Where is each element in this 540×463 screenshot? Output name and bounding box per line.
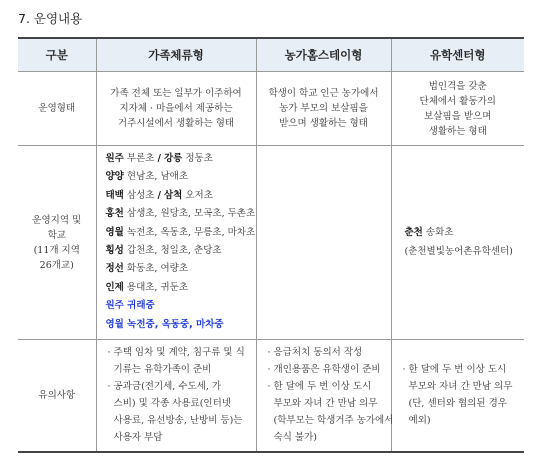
cell-region-center <box>391 146 524 340</box>
text-line: 학교 <box>47 229 66 241</box>
region-line <box>106 168 255 186</box>
region-schools: 녹전초, 옥동초, 무릉초, 마차초 <box>126 226 256 238</box>
text-line: 가족 전체 또는 일부가 이주하여 <box>110 88 242 99</box>
cell-notes-homestay <box>256 340 394 452</box>
cell-region-family <box>96 146 256 340</box>
region-schools: 화동초, 여량초 <box>126 263 188 275</box>
note-line: 사용료, 유선방송, 난방비 등)는 <box>107 415 243 427</box>
region-line-highlight <box>106 297 255 315</box>
text-line: 보살핌을 받으며 <box>424 110 492 122</box>
cell-notes-center <box>391 340 524 452</box>
header-family-stay: 가족체류형 <box>96 38 256 72</box>
region-city: 삼척 <box>163 189 183 201</box>
region-line <box>106 242 255 260</box>
row-label-region <box>18 146 96 340</box>
region-line <box>106 279 255 297</box>
row-operation <box>18 72 524 146</box>
text-line: 법인격을 갖춘 <box>428 80 487 92</box>
header-row <box>18 38 524 72</box>
text-line: 농가 부모의 보살핌을 <box>279 103 368 114</box>
region-city: 횡성 <box>105 245 124 257</box>
text-line: 생활하는 형태 <box>428 125 487 137</box>
header-farm-homestay: 농가홈스테이형 <box>256 38 391 72</box>
center-school-line <box>405 224 524 242</box>
text-line: 운영지역 및 <box>32 214 82 226</box>
region-city: 영월 <box>105 226 124 238</box>
note-line: · 한 달에 두 번 이상 도시 <box>402 364 507 376</box>
region-city: 인제 <box>105 281 124 293</box>
note-line: · 주택 임차 및 계약, 침구류 및 식 <box>107 347 245 359</box>
highlight-schools: 영월 녹전중, 옥동중, 마차중 <box>105 318 224 330</box>
highlight-schools: 원주 귀래중 <box>105 300 155 312</box>
row-label-operation: 운영형태 <box>18 72 96 146</box>
note-line: (학부모는 학생거주 농가에서 <box>267 415 394 427</box>
note-line: · 한 달에 두 번 이상 도시 <box>267 381 372 393</box>
center-school: 송화초 <box>425 227 454 239</box>
cell-operation-homestay <box>256 72 391 146</box>
row-notes <box>18 340 524 452</box>
region-line: 태백 삼성초 / 삼척 오저초 <box>105 189 213 201</box>
region-schools: 용대초, 귀둔초 <box>126 281 188 293</box>
region-city: 태백 <box>105 189 124 201</box>
region-line <box>106 205 255 223</box>
center-city: 춘천 <box>404 227 423 239</box>
cell-operation-family <box>96 72 256 146</box>
region-city: 원주 <box>105 153 124 164</box>
note-line: 부모와 자녀 간 만남 의무 <box>267 398 378 410</box>
note-line: 숙식 불가) <box>267 432 317 444</box>
region-schools: 삼생초, 원당초, 모곡초, 두촌초 <box>126 208 256 220</box>
region-schools: 삼성초 <box>126 189 155 201</box>
center-note: (춘천별빛농어촌유학센터) <box>404 245 513 257</box>
note-line: 스비) 및 각종 사용료(인터넷 <box>107 398 231 410</box>
region-line: 원주 부론초 / 강릉 정동초 <box>105 153 213 164</box>
region-line-highlight <box>106 316 255 334</box>
region-line <box>106 224 255 242</box>
note-line: 사용자 부담 <box>107 432 163 444</box>
section-title: 7. 운영내용 <box>18 11 83 26</box>
cell-operation-center <box>391 72 524 146</box>
header-category: 구분 <box>18 38 96 72</box>
region-line <box>106 260 255 278</box>
note-line: 기류는 유학가족이 준비 <box>107 364 212 376</box>
note-line: 예외) <box>402 415 431 427</box>
region-city: 정선 <box>105 263 124 275</box>
region-schools: 갑천초, 청일초, 춘당초 <box>126 245 222 257</box>
text-line: 단체에서 활동가의 <box>419 95 496 107</box>
region-city: 강릉 <box>163 153 183 164</box>
text-line: 학생이 학교 인근 농가에서 <box>268 88 379 99</box>
text-line: 거주시설에서 생활하는 형태 <box>117 118 235 129</box>
cell-notes-family <box>96 340 256 452</box>
note-line: · 공과금(전기세, 수도세, 가 <box>107 381 222 393</box>
region-city: 홍천 <box>105 208 124 220</box>
operation-table <box>18 37 524 453</box>
region-schools: 정동초 <box>185 153 213 164</box>
note-line: · 응급처치 동의서 작성 <box>267 347 363 359</box>
region-schools: 오저초 <box>185 189 213 201</box>
note-line: (단, 센터와 협의된 경우 <box>402 398 507 410</box>
header-study-center: 유학센터형 <box>391 38 524 72</box>
row-label-notes: 유의사항 <box>18 340 96 452</box>
text-line: 26개교) <box>39 259 74 271</box>
region-schools: 현남초, 남애초 <box>126 171 188 183</box>
text-line: 지자체 · 마을에서 제공하는 <box>119 103 233 114</box>
note-line: 부모와 자녀 간 만남 의무 <box>402 381 513 393</box>
note-line: · 개인용품은 유학생이 준비 <box>267 364 381 376</box>
region-city: 양양 <box>105 171 124 183</box>
text-line: (11개 지역 <box>33 244 80 256</box>
row-region <box>18 146 524 340</box>
region-schools: 부론초 <box>126 153 155 164</box>
text-line: 받으며 생활하는 형태 <box>279 118 368 129</box>
cell-region-homestay <box>256 146 391 340</box>
